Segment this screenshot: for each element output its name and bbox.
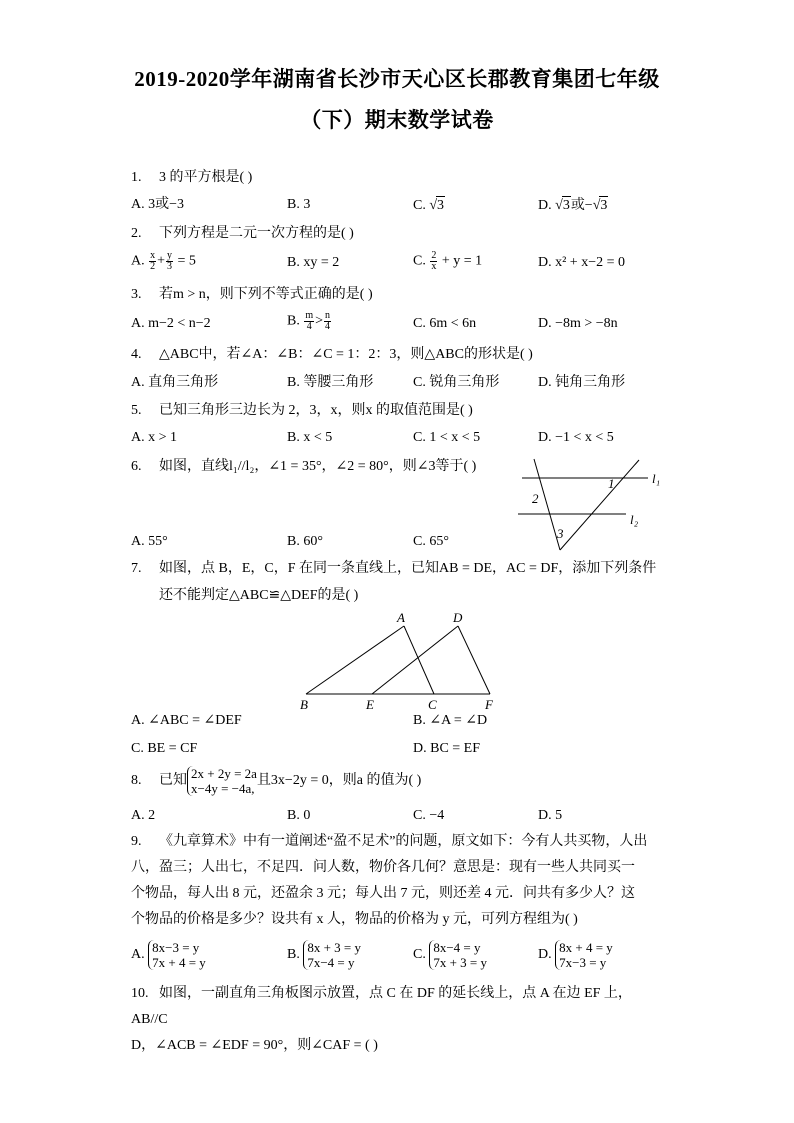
q4-option-b: B. 等腰三角形 xyxy=(287,375,374,390)
question-7-line1: 7. 如图，点 B，E，C，F 在同一条直线上，已知AB = DE，AC = DF，添加下列条件 xyxy=(131,561,657,576)
question-10: 10. 如图，一副直角三角板图示放置，点 C 在 DF 的延长线上，点 A 在边 EF 上，AB//C D，∠ACB = ∠EDF = 90°，则∠CAF = ( ) xyxy=(131,986,632,1053)
q1-option-c: C. √3 xyxy=(413,198,445,213)
question-7-line2: 还不能判定△ABC≌△DEF的是( ) xyxy=(159,588,359,603)
q5-option-c: C. 1 < x < 5 xyxy=(413,430,481,445)
point-d-label: D xyxy=(453,610,463,625)
point-f-label: F xyxy=(485,697,493,712)
q4-option-c: C. 锐角三角形 xyxy=(413,375,500,390)
q3-option-b: B. $\frac{m}{4}$ > $\frac{n}{4}$ xyxy=(287,310,331,332)
q6-option-a: A. 55° xyxy=(131,534,168,549)
point-c-label: C xyxy=(428,697,437,712)
q2-option-d: D. x² + x−2 = 0 xyxy=(538,255,625,270)
q2-option-a: A. $\frac{x}{2}$ + $\frac{y}{3}$ = 5 xyxy=(131,250,196,272)
question-9: 9. 《九章算术》中有一道阐述“盈不足术”的问题，原文如下：今有人共买物，人出 八，盈三；人出七，不足四．问人数，物价各几何？意思是：现有一些人共同买一 个物品，每人出 8 元，还盈余 3 元；每人出 7 元，则还差 4 元．问共有多少人？这 个物品的价格是多少？设共有 x 人，物品的价格为 y 元，可列方程组为( ) xyxy=(131,834,648,927)
segment-ac xyxy=(404,626,434,694)
exam-title-line1: 2019-2020学年湖南省长沙市天心区长郡教育集团七年级 xyxy=(134,67,660,91)
q6-parallel-lines-figure xyxy=(508,452,674,556)
transversal-right xyxy=(560,460,639,550)
q6-option-b: B. 60° xyxy=(287,534,323,549)
question-6: 6. 如图，直线l₁//l₂，∠1 = 35°，∠2 = 80°，则∠3等于( ) xyxy=(131,459,477,474)
q9-option-c: C. 8x−4 = y 7x + 3 = y xyxy=(413,940,488,970)
q3-option-a: A. m−2 < n−2 xyxy=(131,316,211,331)
question-2: 2. 下列方程是二元一次方程的是( ) xyxy=(131,226,354,241)
q9-option-a: A. 8x−3 = y 7x + 4 = y xyxy=(131,940,206,970)
q5-option-b: B. x < 5 xyxy=(287,430,333,445)
label-l2: l₂ xyxy=(630,512,639,527)
q7-option-a: A. ∠ABC = ∠DEF xyxy=(131,713,242,728)
q8-option-a: A. 2 xyxy=(131,808,156,823)
segment-de xyxy=(372,626,458,694)
q1-option-d: D. √3或−√3 xyxy=(538,198,608,213)
q7-triangles-figure xyxy=(292,606,506,714)
q9-option-b: B. 8x + 3 = y 7x−4 = y xyxy=(287,940,362,970)
segment-ab xyxy=(306,626,404,694)
q3-option-c: C. 6m < 6n xyxy=(413,316,477,331)
q5-option-d: D. −1 < x < 5 xyxy=(538,430,614,445)
q4-option-d: D. 钝角三角形 xyxy=(538,375,626,390)
q7-option-c: C. BE = CF xyxy=(131,741,198,756)
q5-option-a: A. x > 1 xyxy=(131,430,178,445)
q2-option-c: C. $\frac{2}{x}$ + y = 1 xyxy=(413,250,483,272)
angle-1-label: 1 xyxy=(608,476,615,491)
label-l1: l₁ xyxy=(652,471,661,486)
q2-option-b: B. xy = 2 xyxy=(287,255,340,270)
q6-option-c: C. 65° xyxy=(413,534,449,549)
q7-option-b: B. ∠A = ∠D xyxy=(413,713,488,728)
q1-option-b: B. 3 xyxy=(287,197,311,212)
q7-option-d: D. BC = EF xyxy=(413,741,481,756)
q4-option-a: A. 直角三角形 xyxy=(131,375,219,390)
q8-option-c: C. −4 xyxy=(413,808,445,823)
question-8: 8. 已知 2x + 2y = 2a x−4y = −4a, 且3x−2y = 0，则a 的值为( ) xyxy=(131,766,422,796)
point-b-label: B xyxy=(300,697,308,712)
segment-df xyxy=(458,626,490,694)
question-3: 3. 若m > n，则下列不等式正确的是( ) xyxy=(131,287,373,302)
point-e-label: E xyxy=(366,697,374,712)
q1-option-a: A. 3或−3 xyxy=(131,197,185,212)
angle-3-label: 3 xyxy=(557,526,564,541)
point-a-label: A xyxy=(397,610,405,625)
q9-option-d: D. 8x + 4 = y 7x−3 = y xyxy=(538,940,613,970)
q8-equation-system: 2x + 2y = 2a x−4y = −4a, xyxy=(187,766,257,796)
q3-option-d: D. −8m > −8n xyxy=(538,316,618,331)
angle-2-label: 2 xyxy=(532,491,539,506)
question-4: 4. △ABC中，若∠A：∠B：∠C = 1：2：3，则△ABC的形状是( ) xyxy=(131,347,533,362)
question-1: 1. 3 的平方根是( ) xyxy=(131,170,253,185)
q8-option-d: D. 5 xyxy=(538,808,563,823)
exam-title-line2: （下）期末数学试卷 xyxy=(300,108,494,132)
q8-option-b: B. 0 xyxy=(287,808,311,823)
question-5: 5. 已知三角形三边长为 2，3，x，则x 的取值范围是( ) xyxy=(131,403,473,418)
